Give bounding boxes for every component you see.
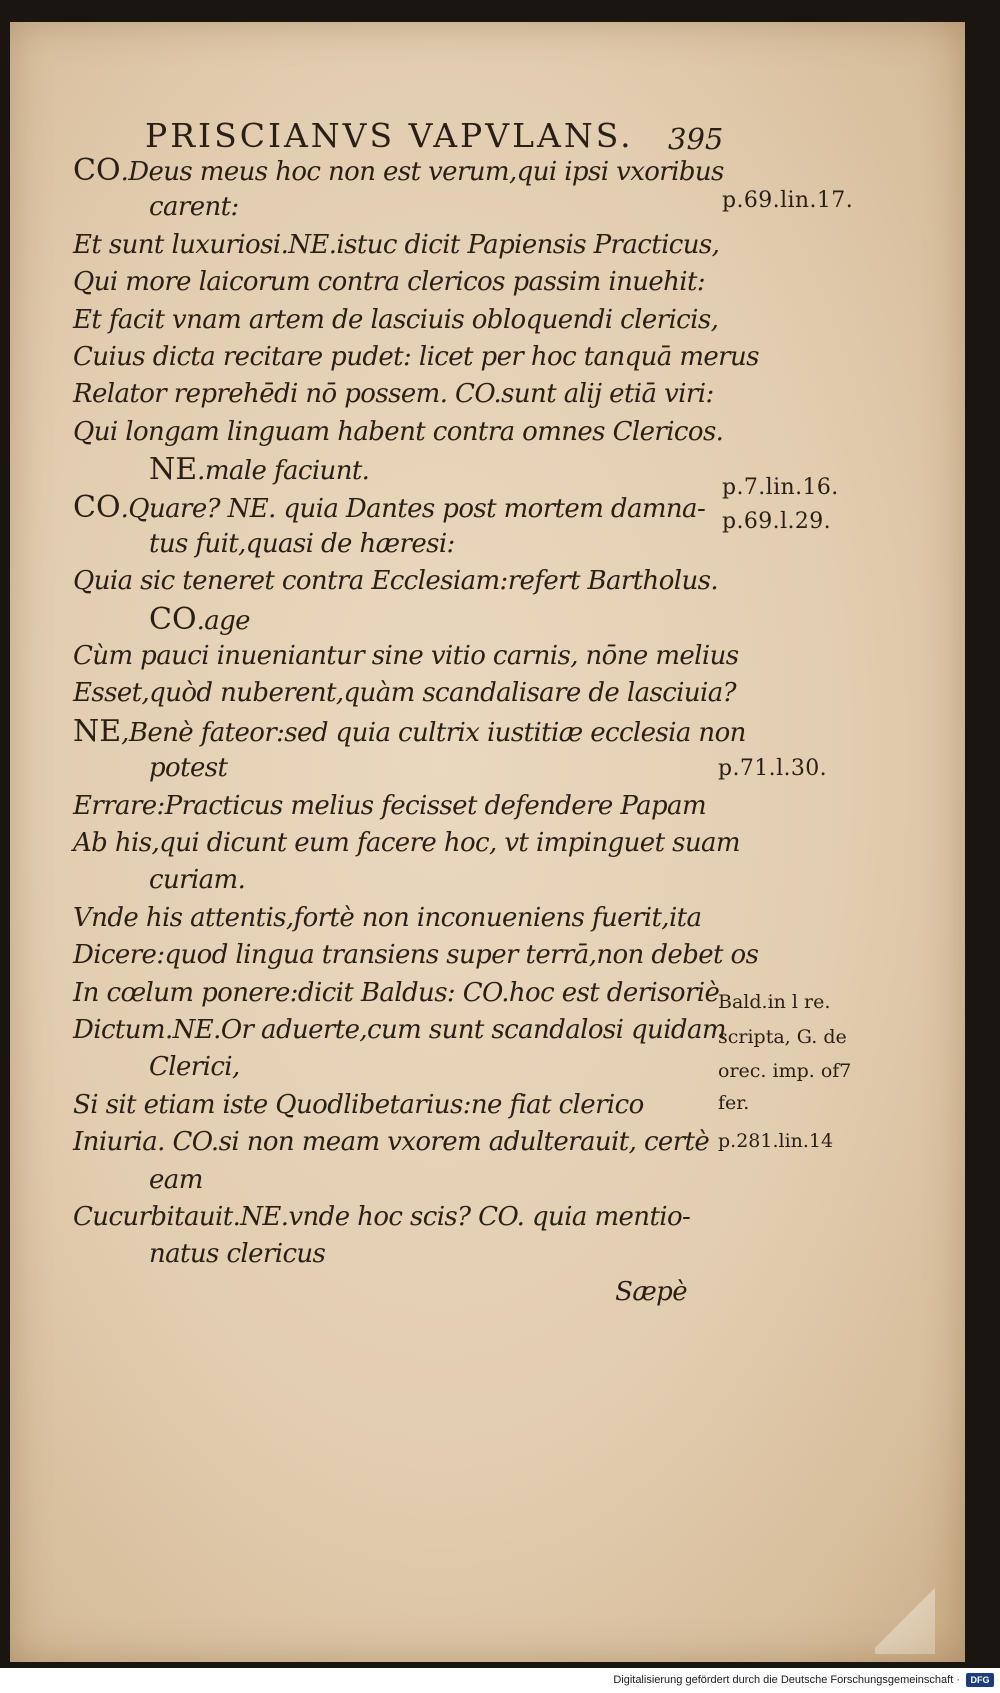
- line-text: Cuius dicta recitare pudet: licet per hoc tanquā merus: [73, 341, 759, 372]
- line-text: Dicere:quod lingua transiens super terrā,non debet os: [73, 940, 759, 971]
- body-text: [73, 152, 759, 1311]
- text-line: [73, 152, 724, 189]
- line-text: Quia sic teneret contra Ecclesiam:refert Bartholus.: [73, 566, 719, 597]
- line-text: Et facit vnam artem de lasciuis obloquendi clericis,: [73, 304, 719, 335]
- text-line: [73, 1236, 713, 1273]
- line-text: Esset,quòd nuberent,quàm scandalisare de lasciuia?: [73, 678, 736, 709]
- line-text: potest: [149, 753, 228, 784]
- margin-note: p.69.lin.17.: [722, 188, 854, 213]
- line-text: carent:: [149, 192, 239, 223]
- line-text: Relator reprehēdi nō possem. CO.sunt alij etiā viri:: [73, 379, 714, 410]
- margin-note: p.71.l.30.: [718, 756, 828, 781]
- speaker-label: NE: [73, 713, 122, 749]
- line-text: .age: [196, 605, 250, 636]
- text-line: [73, 862, 713, 899]
- text-line: [73, 489, 713, 526]
- text-line: [73, 1012, 726, 1049]
- text-line: [73, 1124, 713, 1161]
- line-text: natus clericus: [149, 1239, 326, 1270]
- text-line: [73, 227, 720, 264]
- text-line: [73, 563, 719, 600]
- line-text: Dictum.NE.Or aduerte,cum sunt scandalosi quidam: [73, 1014, 726, 1045]
- line-text: eam: [149, 1164, 203, 1195]
- margin-note: scripta, G. de: [718, 1026, 847, 1048]
- text-line: [73, 1049, 713, 1086]
- text-line: [73, 788, 713, 825]
- text-line: [73, 750, 713, 787]
- line-text: Cùm pauci inueniantur sine vitio carnis, nōne melius: [73, 641, 739, 672]
- text-line: [73, 825, 740, 862]
- text-line: [73, 189, 713, 226]
- catchword: Sæpè: [615, 1276, 687, 1307]
- line-text: Vnde his attentis,fortè non inconueniens fuerit,ita: [73, 902, 702, 933]
- speaker-label: CO: [149, 601, 197, 637]
- speaker-label: NE: [149, 452, 198, 488]
- text-line: [73, 713, 746, 750]
- footer-bar: [0, 1668, 1000, 1693]
- text-line: [73, 975, 720, 1012]
- line-text: Clerici,: [149, 1052, 240, 1083]
- text-line: [73, 264, 713, 301]
- text-line: [73, 1162, 713, 1199]
- footer-credit: Digitalisierung gefördert durch die Deutsche Forschungsgemeinschaft ·: [613, 1674, 960, 1686]
- margin-note: p.69.l.29.: [722, 509, 832, 534]
- dfg-logo-icon: DFG: [966, 1673, 994, 1687]
- line-text: Cucurbitauit.NE.vnde hoc scis? CO. quia mentio-: [73, 1201, 691, 1232]
- line-text: Iniuria. CO.si non meam vxorem adulterauit, certè: [73, 1127, 710, 1158]
- line-text: Ab his,qui dicunt eum facere hoc, vt impinguet suam: [73, 828, 740, 859]
- text-line: [73, 451, 713, 488]
- text-line: [73, 1199, 713, 1236]
- speaker-label: CO: [73, 489, 121, 525]
- line-text: ,Benè fateor:sed quia cultrix iustitiæ ecclesia non: [121, 717, 746, 748]
- line-text: Et sunt luxuriosi.NE.istuc dicit Papiensis Practicus,: [73, 229, 720, 260]
- line-text: curiam.: [149, 865, 246, 896]
- text-line: [73, 937, 759, 974]
- text-line: [73, 302, 719, 339]
- line-text: In cœlum ponere:dicit Baldus: CO.hoc est derisoriè: [73, 977, 720, 1008]
- line-text: Si sit etiam iste Quodlibetarius:ne fiat clerico: [73, 1089, 644, 1120]
- text-line: [73, 675, 736, 712]
- margin-note: p.7.lin.16.: [722, 475, 839, 500]
- running-head: [145, 100, 724, 160]
- text-line: [73, 414, 724, 451]
- margin-note: Bald.in l re.: [718, 991, 831, 1013]
- text-line: [73, 601, 713, 638]
- line-text: .Deus meus hoc non est verum,qui ipsi vxoribus: [120, 157, 724, 187]
- page-number: 395: [668, 122, 724, 156]
- line-text: Errare:Practicus melius fecisset defendere Papam: [73, 790, 706, 821]
- margin-note: p.281.lin.14: [718, 1130, 834, 1152]
- text-line: [73, 638, 739, 675]
- line-text: tus fuit,quasi de hæresi:: [149, 528, 455, 559]
- text-line: [73, 376, 713, 413]
- text-line: [73, 900, 713, 937]
- line-text: Qui more laicorum contra clericos passim inuehit:: [73, 267, 706, 298]
- text-line: [73, 1087, 713, 1124]
- line-text: .male faciunt.: [197, 456, 370, 487]
- margin-note: fer.: [718, 1092, 750, 1114]
- speaker-label: CO: [73, 153, 121, 188]
- text-line: [73, 526, 713, 563]
- margin-note: orec. imp. of7: [718, 1060, 852, 1082]
- text-line: [73, 339, 759, 376]
- line-text: .Quare? NE. quia Dantes post mortem damna-: [120, 493, 706, 524]
- line-text: Qui longam linguam habent contra omnes Clericos.: [73, 416, 724, 447]
- running-title: PRISCIANVS VAPVLANS.: [145, 116, 634, 155]
- page-corner-fold: [875, 1584, 935, 1654]
